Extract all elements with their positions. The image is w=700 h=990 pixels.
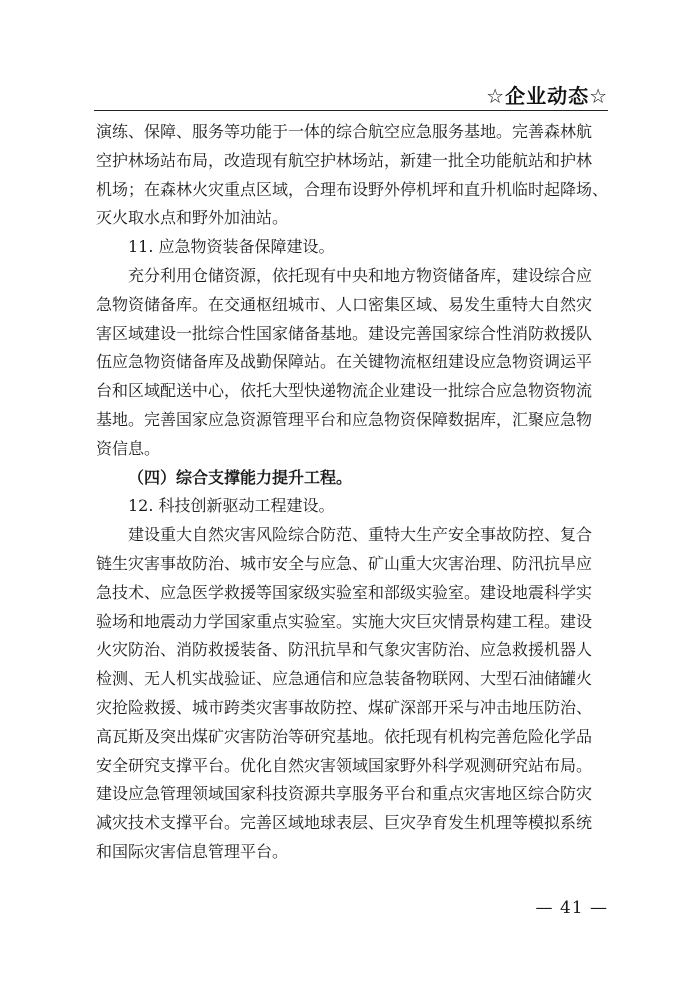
- body-line: 机场；在森林火灾重点区域，合理布设野外停机坪和直升机临时起降场、: [96, 179, 609, 199]
- body-line: 害区域建设一批综合性国家储备基地。建设完善国家综合性消防救援队: [96, 323, 593, 343]
- body-line: 充分利用仓储资源，依托现有中央和地方物资储备库，建设综合应: [128, 265, 593, 285]
- body-line: 急物资储备库。在交通枢纽城市、人口密集区域、易发生重特大自然灾: [96, 294, 593, 314]
- section-heading: （四）综合支撑能力提升工程。: [128, 467, 353, 487]
- page-number: — 41 —: [535, 898, 608, 918]
- body-line: 空护林场站布局，改造现有航空护林场站，新建一批全功能航站和护林: [96, 150, 593, 170]
- body-line: 资信息。: [96, 438, 161, 458]
- body-line: 灾抢险救援、城市跨类灾害事故防控、煤矿深部开采与冲击地压防治、: [96, 697, 593, 717]
- body-line: 减灾技术支撑平台。完善区域地球表层、巨灾孕育发生机理等模拟系统: [96, 813, 593, 833]
- body-line: 基地。完善国家应急资源管理平台和应急物资保障数据库，汇聚应急物: [96, 409, 593, 429]
- body-line: 伍应急物资储备库及战勤保障站。在关键物流枢纽建设应急物资调运平: [96, 352, 593, 372]
- body-line: 急技术、应急医学救援等国家级实验室和部级实验室。建设地震科学实: [96, 582, 593, 602]
- body-line: 验场和地震动力学国家重点实验室。实施大灾巨灾情景构建工程。建设: [96, 611, 593, 631]
- subsection-heading: 12. 科技创新驱动工程建设。: [128, 496, 335, 516]
- subsection-heading: 11. 应急物资装备保障建设。: [128, 237, 335, 257]
- body-line: 建设重大自然灾害风险综合防范、重特大生产安全事故防控、复合: [128, 525, 593, 545]
- header-divider: [94, 110, 608, 111]
- body-line: 灭火取水点和野外加油站。: [96, 208, 289, 228]
- section-header-title: ☆企业动态☆: [486, 84, 608, 108]
- body-line: 台和区域配送中心，依托大型快递物流企业建设一批综合应急物资物流: [96, 381, 593, 401]
- body-line: 火灾防治、消防救援装备、防汛抗旱和气象灾害防治、应急救援机器人: [96, 640, 593, 660]
- body-line: 检测、无人机实战验证、应急通信和应急装备物联网、大型石油储罐火: [96, 669, 593, 689]
- body-line: 安全研究支撑平台。优化自然灾害领域国家野外科学观测研究站布局。: [96, 755, 593, 775]
- body-line: 链生灾害事故防治、城市安全与应急、矿山重大灾害治理、防汛抗旱应: [96, 553, 593, 573]
- document-body: [96, 118, 610, 867]
- body-line: 高瓦斯及突出煤矿灾害防治等研究基地。依托现有机构完善危险化学品: [96, 726, 593, 746]
- body-line: 建设应急管理领域国家科技资源共享服务平台和重点灾害地区综合防灾: [96, 784, 593, 804]
- body-line: 和国际灾害信息管理平台。: [96, 841, 289, 861]
- body-line: 演练、保障、服务等功能于一体的综合航空应急服务基地。完善森林航: [96, 122, 593, 141]
